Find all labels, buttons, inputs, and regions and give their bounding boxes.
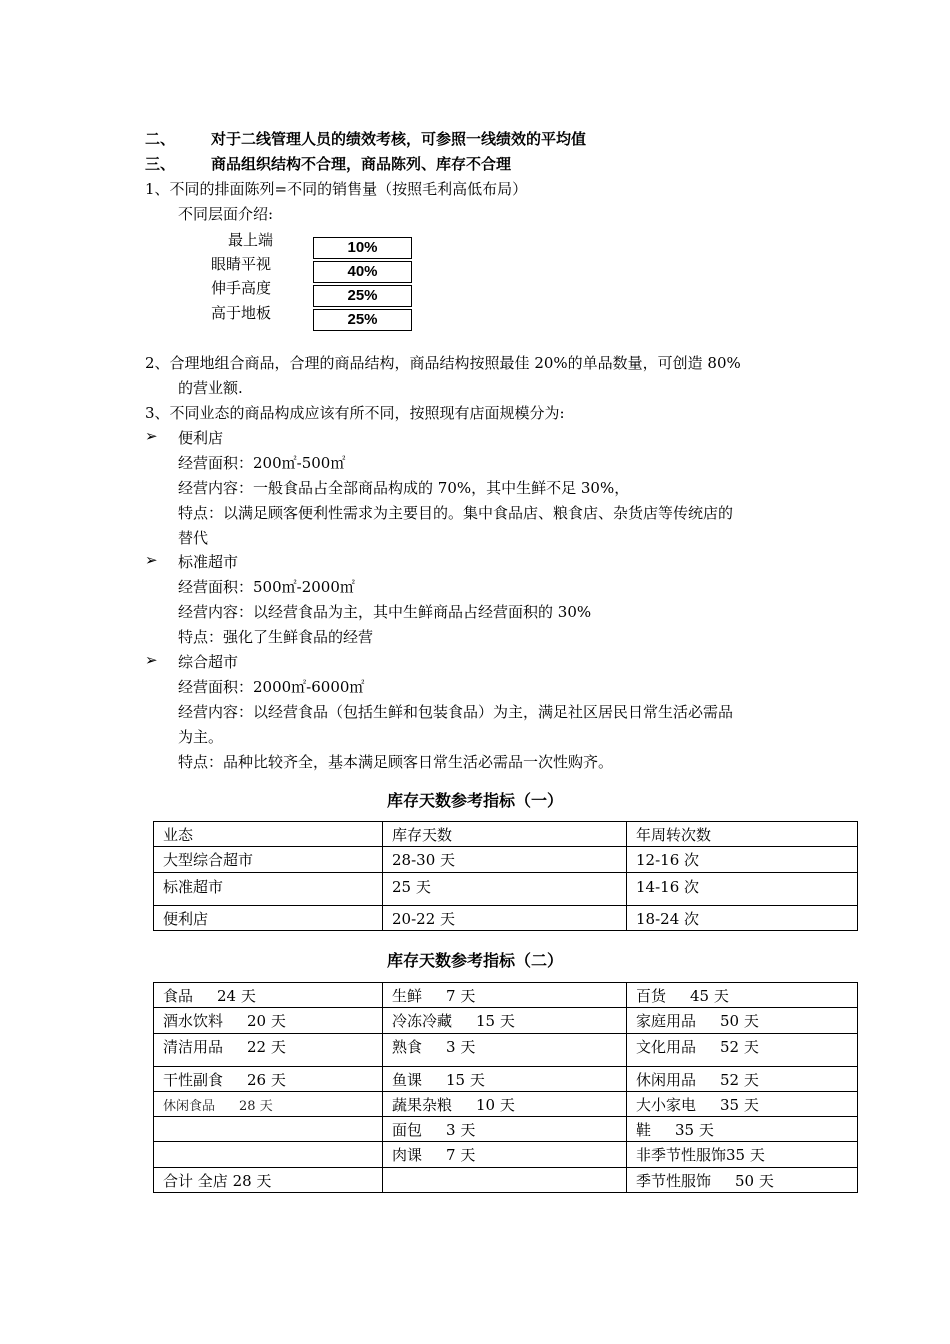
format-line: 特点：品种比较齐全，基本满足顾客日常生活必需品一次性购齐。	[178, 753, 614, 771]
table-cell: 熟食 3 天	[383, 1034, 627, 1067]
table-cell: 家庭用品 50 天	[627, 1008, 858, 1034]
item1-title: 1、不同的排面陈列=不同的销售量（按照毛利高低布局）	[145, 180, 528, 198]
table-row	[154, 847, 858, 873]
table-row	[154, 1117, 858, 1142]
table-cell: 酒水饮料 20 天	[154, 1008, 383, 1034]
table-cell: 标准超市	[154, 873, 383, 906]
table-cell	[154, 1117, 383, 1142]
format-name-standard: 标准超市	[178, 553, 239, 571]
table-cell: 12-16 次	[627, 847, 858, 873]
format-line: 特点：强化了生鲜食品的经营	[178, 628, 374, 646]
format-line: 经营面积：2000㎡-6000㎡	[178, 678, 365, 696]
section-two-heading: 对于二线管理人员的绩效考核，可参照一线绩效的平均值	[211, 130, 587, 148]
table-cell: 鞋 35 天	[627, 1117, 858, 1142]
item1-subtitle: 不同层面介绍:	[178, 205, 274, 223]
table-header-row	[154, 822, 858, 847]
section-three-number: 三、	[145, 155, 176, 173]
section-three-heading: 商品组织结构不合理，商品陈列、库存不合理	[211, 155, 512, 173]
table-cell: 20-22 天	[383, 906, 627, 931]
item2-line2: 的营业额.	[178, 379, 243, 397]
table-header-cell: 业态	[154, 822, 383, 847]
level-pct-top: 10%	[313, 237, 412, 259]
table-row	[154, 1168, 858, 1193]
table-cell: 便利店	[154, 906, 383, 931]
level-pct-reach: 25%	[313, 285, 412, 307]
table-cell: 清洁用品 22 天	[154, 1034, 383, 1067]
table-cell: 休闲用品 52 天	[627, 1067, 858, 1092]
table-cell: 28-30 天	[383, 847, 627, 873]
table-cell: 鱼课 15 天	[383, 1067, 627, 1092]
format-line: 经营内容：以经营食品（包括生鲜和包装食品）为主，满足社区居民日常生活必需品	[178, 703, 734, 721]
table1-title: 库存天数参考指标（一）	[386, 791, 563, 810]
inventory-table-1	[153, 821, 858, 931]
bullet-icon: ➢	[145, 651, 158, 669]
table-cell: 休闲食品 28 天	[154, 1092, 383, 1117]
item3-title: 3、不同业态的商品构成应该有所不同，按照现有店面规模分为:	[145, 404, 565, 422]
table-cell: 食品 24 天	[154, 983, 383, 1008]
table-cell: 大小家电 35 天	[627, 1092, 858, 1117]
format-line: 为主。	[178, 728, 224, 746]
table-row	[154, 1034, 858, 1067]
format-line: 经营内容：一般食品占全部商品构成的 70%，其中生鲜不足 30%，	[178, 479, 630, 497]
table-cell: 18-24 次	[627, 906, 858, 931]
table-row	[154, 873, 858, 906]
table-cell: 大型综合超市	[154, 847, 383, 873]
item2-line1: 2、合理地组合商品，合理的商品结构，商品结构按照最佳 20%的单品数量，可创造 80%	[145, 354, 741, 372]
table-cell: 冷冻冷藏 15 天	[383, 1008, 627, 1034]
level-label-reach: 伸手高度	[211, 279, 272, 297]
table-cell: 蔬果杂粮 10 天	[383, 1092, 627, 1117]
table-cell: 25 天	[383, 873, 627, 906]
table-cell: 14-16 次	[627, 873, 858, 906]
format-line: 经营面积：200㎡-500㎡	[178, 454, 346, 472]
level-pct-eye: 40%	[313, 261, 412, 283]
level-pct-floor: 25%	[313, 309, 412, 331]
table-row	[154, 906, 858, 931]
table-row	[154, 1092, 858, 1117]
table-cell	[383, 1168, 627, 1193]
table-cell: 百货 45 天	[627, 983, 858, 1008]
format-line: 特点：以满足顾客便利性需求为主要目的。集中食品店、粮食店、杂货店等传统店的	[178, 504, 734, 522]
table-row	[154, 1067, 858, 1092]
table-cell: 文化用品 52 天	[627, 1034, 858, 1067]
format-line: 经营面积：500㎡-2000㎡	[178, 578, 355, 596]
bullet-icon: ➢	[145, 427, 158, 445]
level-label-eye: 眼睛平视	[211, 255, 272, 273]
table-row	[154, 1142, 858, 1168]
table-cell: 合计 全店 28 天	[154, 1168, 383, 1193]
table-row	[154, 983, 858, 1008]
format-line: 经营内容：以经营食品为主，其中生鲜商品占经营面积的 30%	[178, 603, 592, 621]
table-cell: 面包 3 天	[383, 1117, 627, 1142]
level-label-top: 最上端	[228, 231, 274, 249]
table-row	[154, 1008, 858, 1034]
format-name-general: 综合超市	[178, 653, 239, 671]
table2-title: 库存天数参考指标（二）	[386, 951, 563, 970]
bullet-icon: ➢	[145, 551, 158, 569]
level-label-floor: 高于地板	[211, 304, 272, 322]
table-cell: 非季节性服饰35 天	[627, 1142, 858, 1168]
table-cell: 生鲜 7 天	[383, 983, 627, 1008]
section-two-number: 二、	[145, 130, 176, 148]
table-header-cell: 年周转次数	[627, 822, 858, 847]
inventory-table-2	[153, 982, 858, 1193]
format-name-convenience: 便利店	[178, 429, 224, 447]
table-cell: 肉课 7 天	[383, 1142, 627, 1168]
table-cell	[154, 1142, 383, 1168]
table-cell: 干性副食 26 天	[154, 1067, 383, 1092]
table-cell: 季节性服饰 50 天	[627, 1168, 858, 1193]
format-line: 替代	[178, 529, 209, 547]
table-header-cell: 库存天数	[383, 822, 627, 847]
